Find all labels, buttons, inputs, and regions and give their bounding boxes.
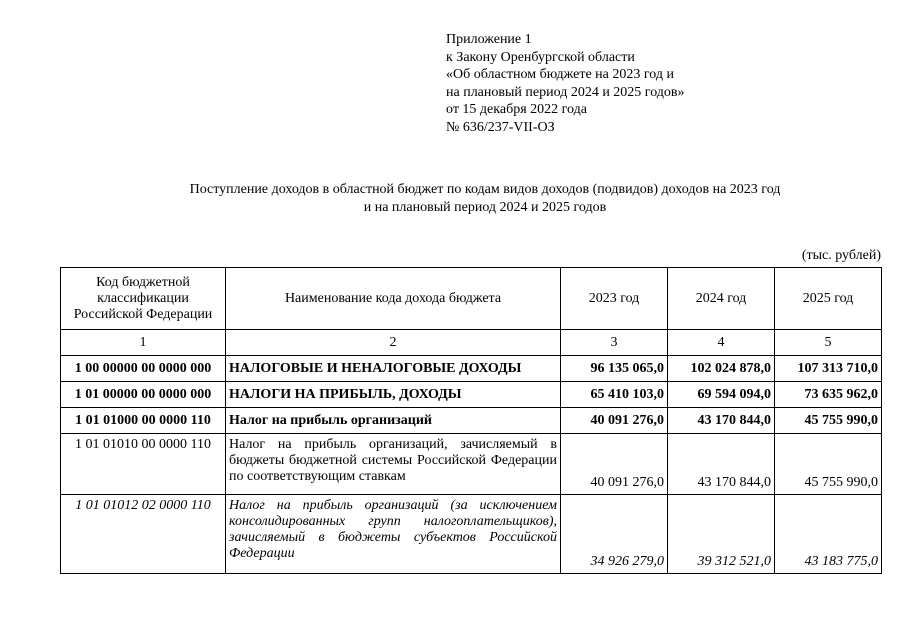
table-row (61, 408, 882, 434)
appendix-line: № 636/237-VII-ОЗ (446, 119, 555, 135)
row-value-2025: 107 313 710,0 (775, 356, 882, 382)
column-number-row (61, 330, 882, 356)
appendix-line: «Об областном бюджете на 2023 год и (446, 67, 674, 83)
table-header-row (61, 268, 882, 330)
header-2024: 2024 год (668, 268, 775, 330)
revenue-table (60, 267, 882, 574)
row-name: НАЛОГИ НА ПРИБЫЛЬ, ДОХОДЫ (226, 382, 561, 408)
column-number: 4 (668, 330, 775, 356)
row-code: 1 01 00000 00 0000 000 (61, 382, 226, 408)
header-2025: 2025 год (775, 268, 882, 330)
appendix-line: на плановый период 2024 и 2025 годов» (446, 84, 685, 100)
row-value-2025: 73 635 962,0 (775, 382, 882, 408)
row-value-2023: 40 091 276,0 (561, 434, 668, 495)
table-row (61, 356, 882, 382)
table-row (61, 382, 882, 408)
appendix-block (446, 31, 685, 137)
column-number: 2 (226, 330, 561, 356)
row-value-2023: 40 091 276,0 (561, 408, 668, 434)
row-value-2024: 69 594 094,0 (668, 382, 775, 408)
header-code: Код бюджетной классификации Российской Федерации (61, 268, 226, 330)
appendix-line: к Закону Оренбургской области (446, 49, 635, 65)
units-label: (тыс. рублей) (801, 248, 881, 263)
row-value-2024: 43 170 844,0 (668, 408, 775, 434)
table-row (61, 495, 882, 574)
appendix-line: от 15 декабря 2022 года (446, 102, 587, 118)
row-value-2023: 65 410 103,0 (561, 382, 668, 408)
document-title (100, 181, 870, 217)
column-number: 5 (775, 330, 882, 356)
table-row (61, 434, 882, 495)
appendix-line: Приложение 1 (446, 32, 532, 47)
column-number: 3 (561, 330, 668, 356)
header-2023: 2023 год (561, 268, 668, 330)
row-code: 1 01 01000 00 0000 110 (61, 408, 226, 434)
row-value-2024: 39 312 521,0 (668, 495, 775, 574)
row-value-2025: 43 183 775,0 (775, 495, 882, 574)
row-name: НАЛОГОВЫЕ И НЕНАЛОГОВЫЕ ДОХОДЫ (226, 356, 561, 382)
row-name: Налог на прибыль организаций (226, 408, 561, 434)
row-value-2025: 45 755 990,0 (775, 434, 882, 495)
row-code: 1 00 00000 00 0000 000 (61, 356, 226, 382)
row-value-2023: 96 135 065,0 (561, 356, 668, 382)
row-code: 1 01 01012 02 0000 110 (61, 495, 226, 574)
row-value-2023: 34 926 279,0 (561, 495, 668, 574)
row-value-2024: 102 024 878,0 (668, 356, 775, 382)
document-title-line1: Поступление доходов в областной бюджет по кодам видов доходов (подвидов) доходов на 2023 год (189, 182, 781, 197)
header-name: Наименование кода дохода бюджета (226, 268, 561, 330)
row-name: Налог на прибыль организаций (за исключением консолидированных групп налогоплательщиков), зачисляемый в бюджеты субъектов Российской Федерации (226, 495, 561, 574)
row-name: Налог на прибыль организаций, зачисляемый в бюджеты бюджетной системы Российской Федерации по соответствующим ставкам (226, 434, 561, 495)
row-value-2025: 45 755 990,0 (775, 408, 882, 434)
row-value-2024: 43 170 844,0 (668, 434, 775, 495)
column-number: 1 (61, 330, 226, 356)
row-code: 1 01 01010 00 0000 110 (61, 434, 226, 495)
document-title-line2: и на плановый период 2024 и 2025 годов (363, 200, 607, 215)
